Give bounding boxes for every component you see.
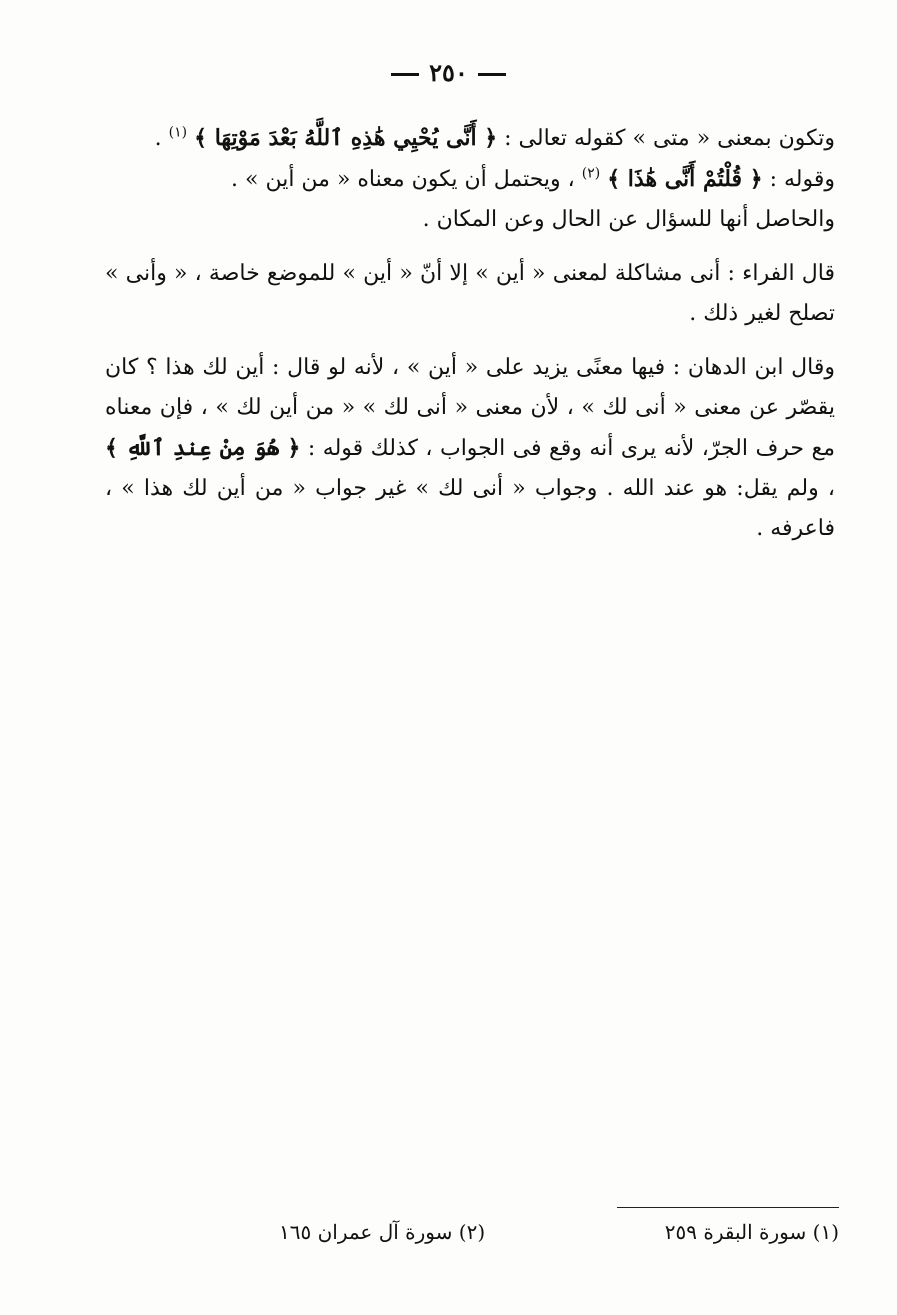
footnote-2: (٢) سورة آل عمران ١٦٥ bbox=[279, 1220, 486, 1244]
paragraph-3: قال الفراء : أنى مشاكلة لمعنى « أين » إلا أنّ « أين » للموضع خاصة ، « وأنى » تصلح لغير ذلك . bbox=[105, 261, 835, 326]
page-number-dash-left bbox=[391, 73, 419, 76]
paragraph-1-text-c: وقوله : bbox=[762, 167, 835, 192]
paragraph-1-line-1 bbox=[105, 118, 835, 159]
paragraph-2: والحاصل أنها للسؤال عن الحال وعن المكان . bbox=[422, 207, 835, 232]
paragraph-4-text-b: ، ولم يقل: هو عند الله . وجواب « أنى لك » غير جواب « من أين لك هذا » ، فاعرفه . bbox=[105, 476, 835, 541]
paragraph-1-line-2 bbox=[105, 159, 835, 200]
quran-quote-1: ﴿ أَنَّى يُحْيِي هَٰذِهِ ٱللَّهُ بَعْدَ مَوْتِهَا ﴾ bbox=[194, 125, 498, 151]
page-number-text: ٢٥٠ bbox=[429, 58, 468, 87]
paragraph-4 bbox=[105, 348, 835, 549]
footnote-marker-2: (٢) bbox=[581, 165, 601, 182]
footnote-marker-1: (١) bbox=[168, 124, 188, 141]
main-text bbox=[105, 118, 835, 549]
quran-quote-2: ﴿ قُلْتُمْ أَنَّى هَٰذَا ﴾ bbox=[607, 166, 763, 192]
page-number bbox=[0, 58, 897, 87]
footnote-divider bbox=[617, 1207, 839, 1208]
page-number-dash-right bbox=[478, 73, 506, 76]
quran-quote-3: ﴿ هُوَ مِنْ عِندِ ٱللَّهِ ﴾ bbox=[105, 435, 301, 461]
footnote-1: (١) سورة البقرة ٢٥٩ bbox=[664, 1220, 839, 1244]
footnotes bbox=[279, 1220, 839, 1244]
paragraph-1-text-a: وتكون بمعنى « متى » كقوله تعالى : bbox=[497, 126, 835, 151]
paragraph-4-text-a: وقال ابن الدهان : فيها معنًى يزيد على « أين » ، لأنه لو قال : أين لك هذا ؟ كان يقصّر عن معنى « أنى لك » ، لأن معنى « أنى لك » « من أين لك » ، فإن معناه مع حرف الجرّ، لأنه يرى أنه وقع فى الجواب ، كذلك قوله : bbox=[105, 355, 835, 461]
paragraph-1-text-b: . bbox=[154, 126, 169, 151]
paragraph-1-text-d: ، ويحتمل أن يكون معناه « من أين » . bbox=[231, 167, 582, 192]
